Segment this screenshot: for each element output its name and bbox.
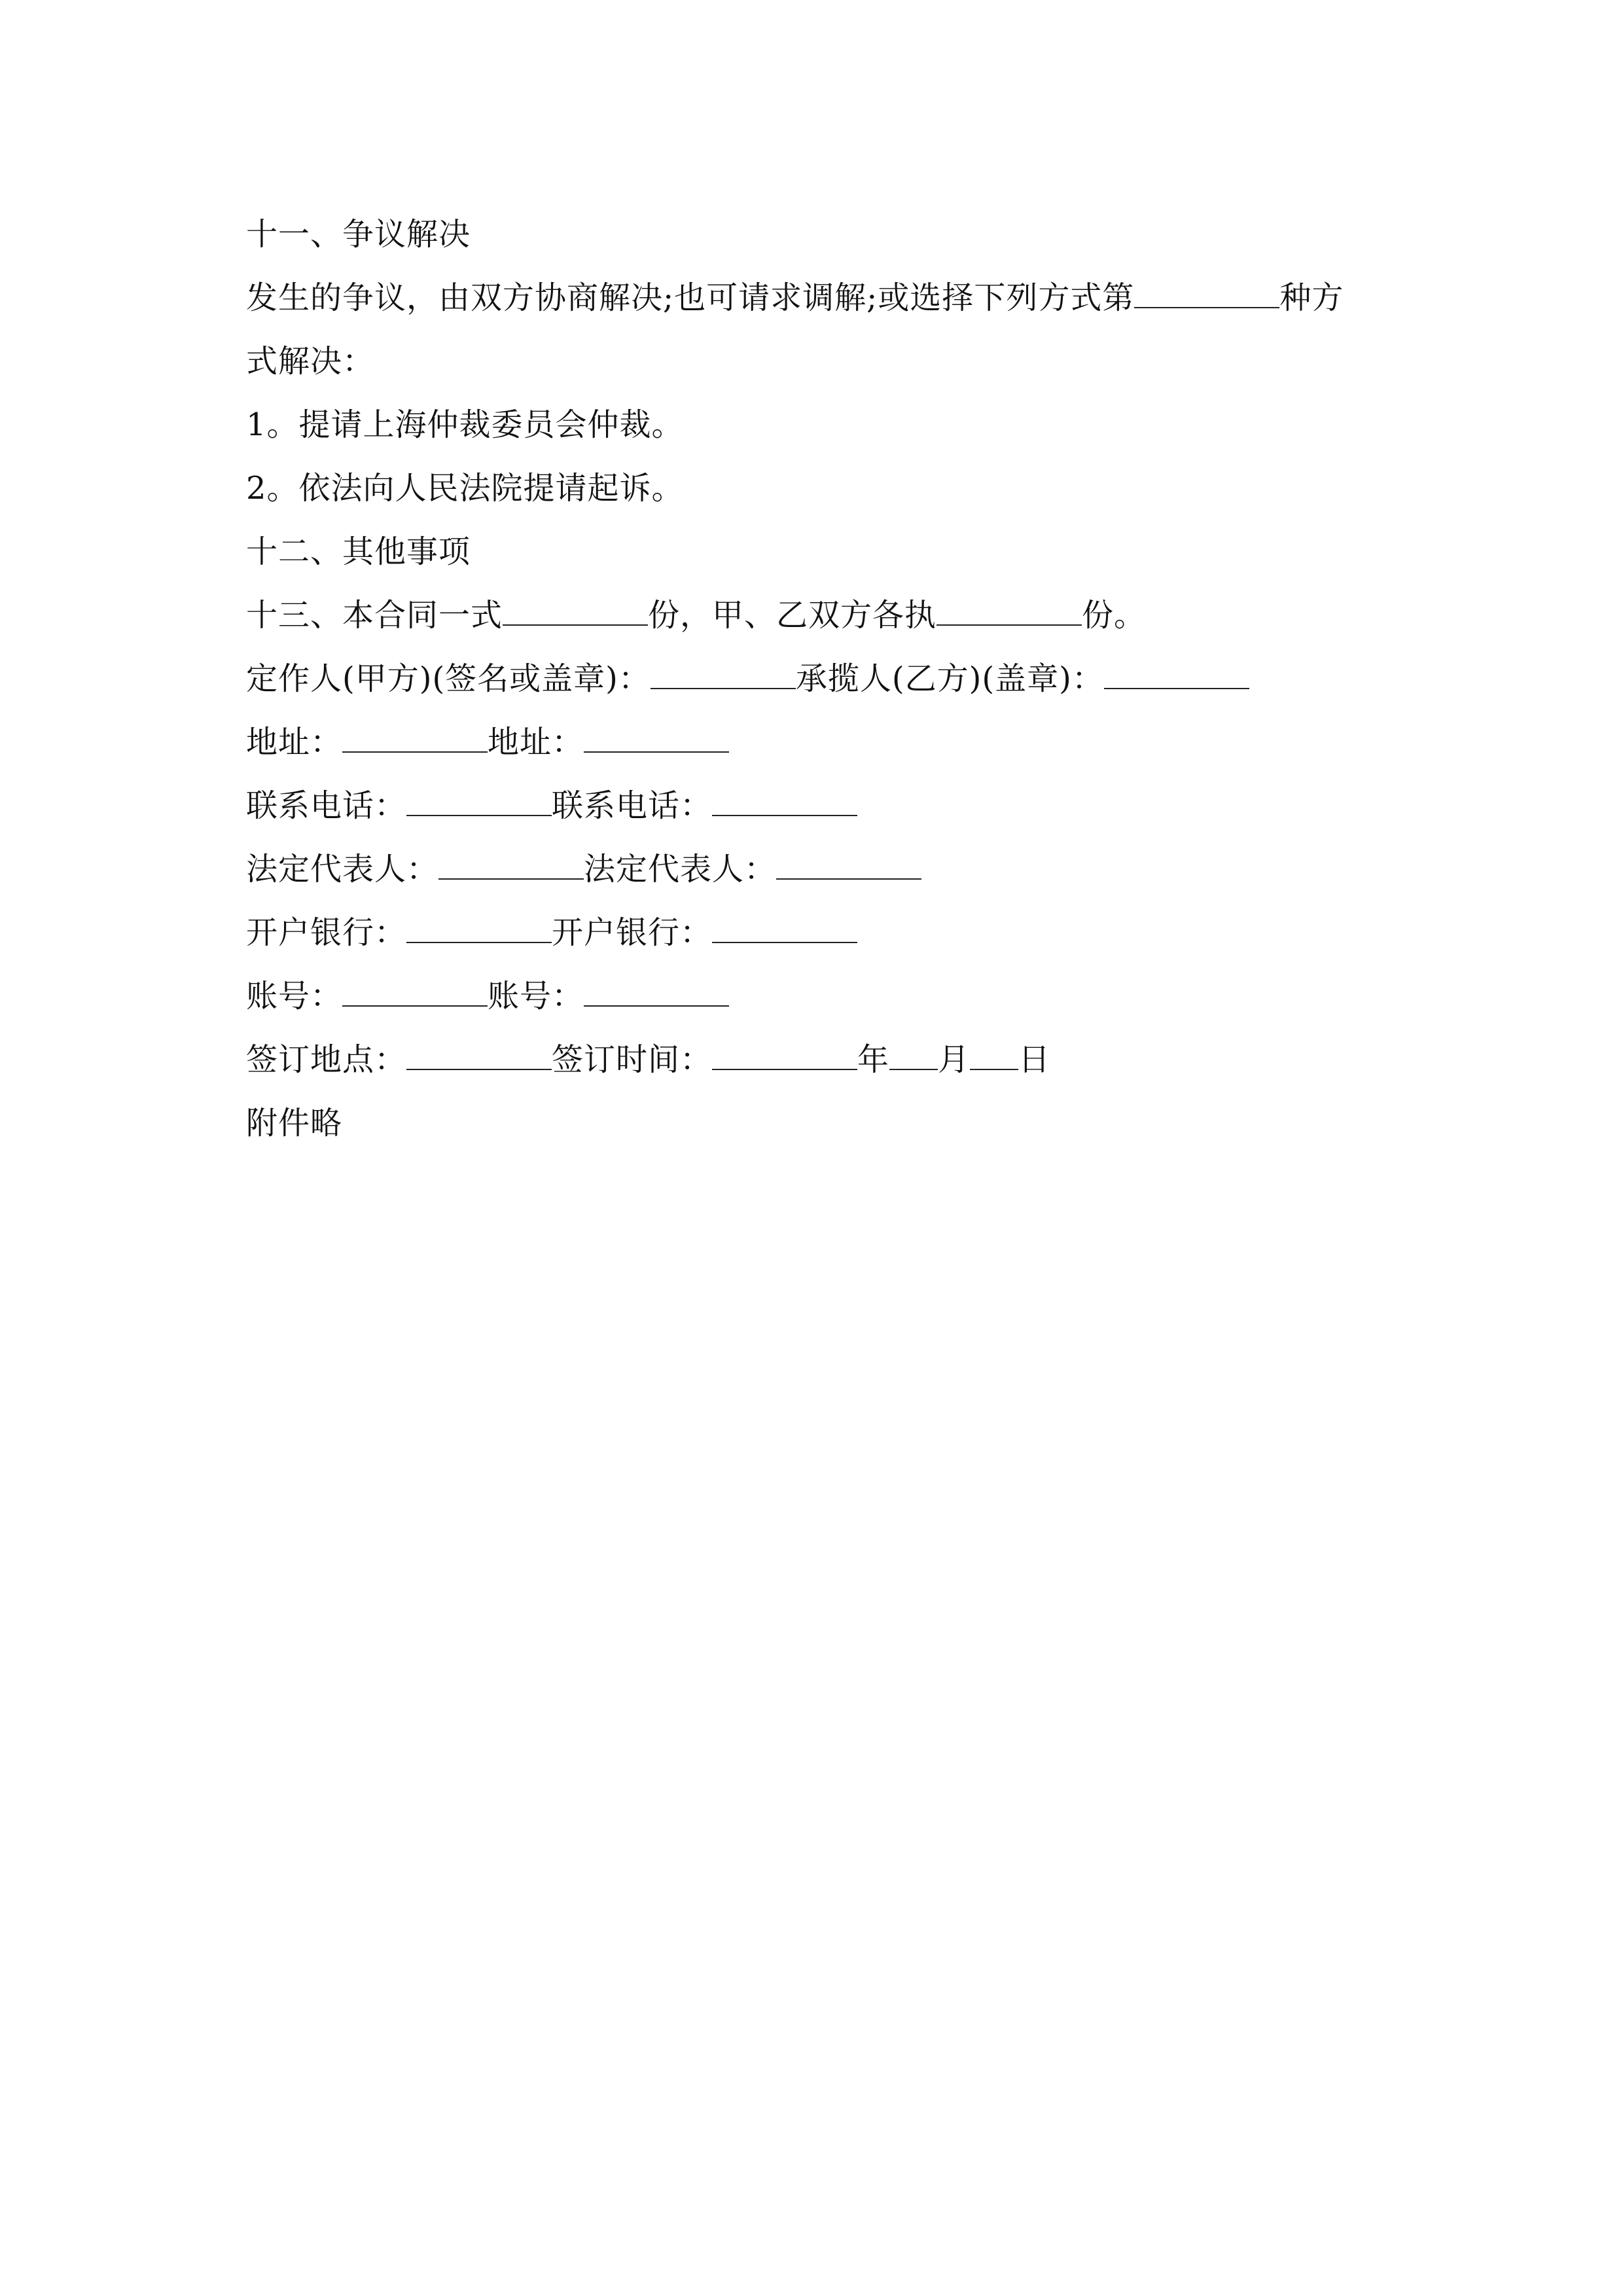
section-12-heading: 十二、其他事项 (246, 533, 471, 570)
section-11-heading: 十一、争议解决 (246, 216, 471, 253)
party-a-signature-blank[interactable] (651, 663, 796, 689)
account-a-blank[interactable] (342, 980, 488, 1007)
option-litigation: 2。依法向人民法院提请起诉。 (246, 470, 684, 507)
section-11-text: 发生的争议，由双方协商解决;也可请求调解;或选择下列方式第 (246, 279, 1135, 316)
document-body (246, 203, 1385, 1155)
section-11-text-suffix: 种方 (1279, 279, 1344, 316)
address-a-blank[interactable] (342, 726, 488, 753)
bank-a-blank[interactable] (406, 917, 552, 943)
address-label-a: 地址： (246, 724, 343, 761)
phone-label-b: 联系电话： (552, 787, 713, 824)
parties-line (246, 647, 1385, 711)
phone-label-a: 联系电话： (246, 787, 407, 824)
attachment-note: 附件略 (246, 1105, 343, 1141)
copies-total-blank[interactable] (503, 600, 648, 626)
year-label: 年 (857, 1041, 890, 1078)
party-b-seal-blank[interactable] (1104, 663, 1249, 689)
legal-rep-b-blank[interactable] (776, 853, 921, 880)
day-label: 日 (1018, 1041, 1051, 1078)
legal-rep-label-b: 法定代表人： (584, 851, 777, 888)
section-13-text-end: 份。 (1082, 597, 1147, 634)
option-arbitration: 1。提请上海仲裁委员会仲裁。 (246, 406, 684, 443)
bank-b-blank[interactable] (712, 917, 857, 943)
sign-date-blank[interactable] (712, 1044, 857, 1070)
section-11-paragraph-line-1 (246, 266, 1385, 330)
month-blank[interactable] (889, 1044, 938, 1070)
section-13-text: 十三、本合同一式 (246, 597, 503, 634)
party-b-label: 承揽人(乙方)(盖章)： (795, 660, 1104, 697)
phone-a-blank[interactable] (406, 790, 552, 816)
legal-rep-a-blank[interactable] (438, 853, 584, 880)
sign-time-label: 签订时间： (552, 1041, 713, 1078)
month-label: 月 (938, 1041, 971, 1078)
account-b-blank[interactable] (584, 980, 729, 1007)
account-label-a: 账号： (246, 978, 343, 1014)
bank-line (246, 901, 1385, 965)
signing-line (246, 1028, 1385, 1092)
section-13-text-mid: 份，甲、乙双方各执 (648, 597, 937, 634)
bank-label-b: 开户银行： (552, 914, 713, 951)
address-line (246, 711, 1385, 774)
sign-place-label: 签订地点： (246, 1041, 407, 1078)
account-label-b: 账号： (488, 978, 584, 1014)
legal-rep-line (246, 838, 1385, 901)
sign-place-blank[interactable] (406, 1044, 552, 1070)
phone-b-blank[interactable] (712, 790, 857, 816)
copies-each-blank[interactable] (936, 600, 1082, 626)
account-line (246, 965, 1385, 1028)
bank-label-a: 开户银行： (246, 914, 407, 951)
section-13-line (246, 584, 1385, 647)
address-b-blank[interactable] (584, 726, 729, 753)
day-blank[interactable] (970, 1044, 1018, 1070)
party-a-label: 定作人(甲方)(签名或盖章)： (246, 660, 651, 697)
phone-line (246, 774, 1385, 838)
address-label-b: 地址： (488, 724, 584, 761)
legal-rep-label-a: 法定代表人： (246, 851, 439, 888)
method-choice-blank[interactable] (1134, 282, 1279, 308)
section-11-paragraph-line-2: 式解决： (246, 343, 375, 380)
